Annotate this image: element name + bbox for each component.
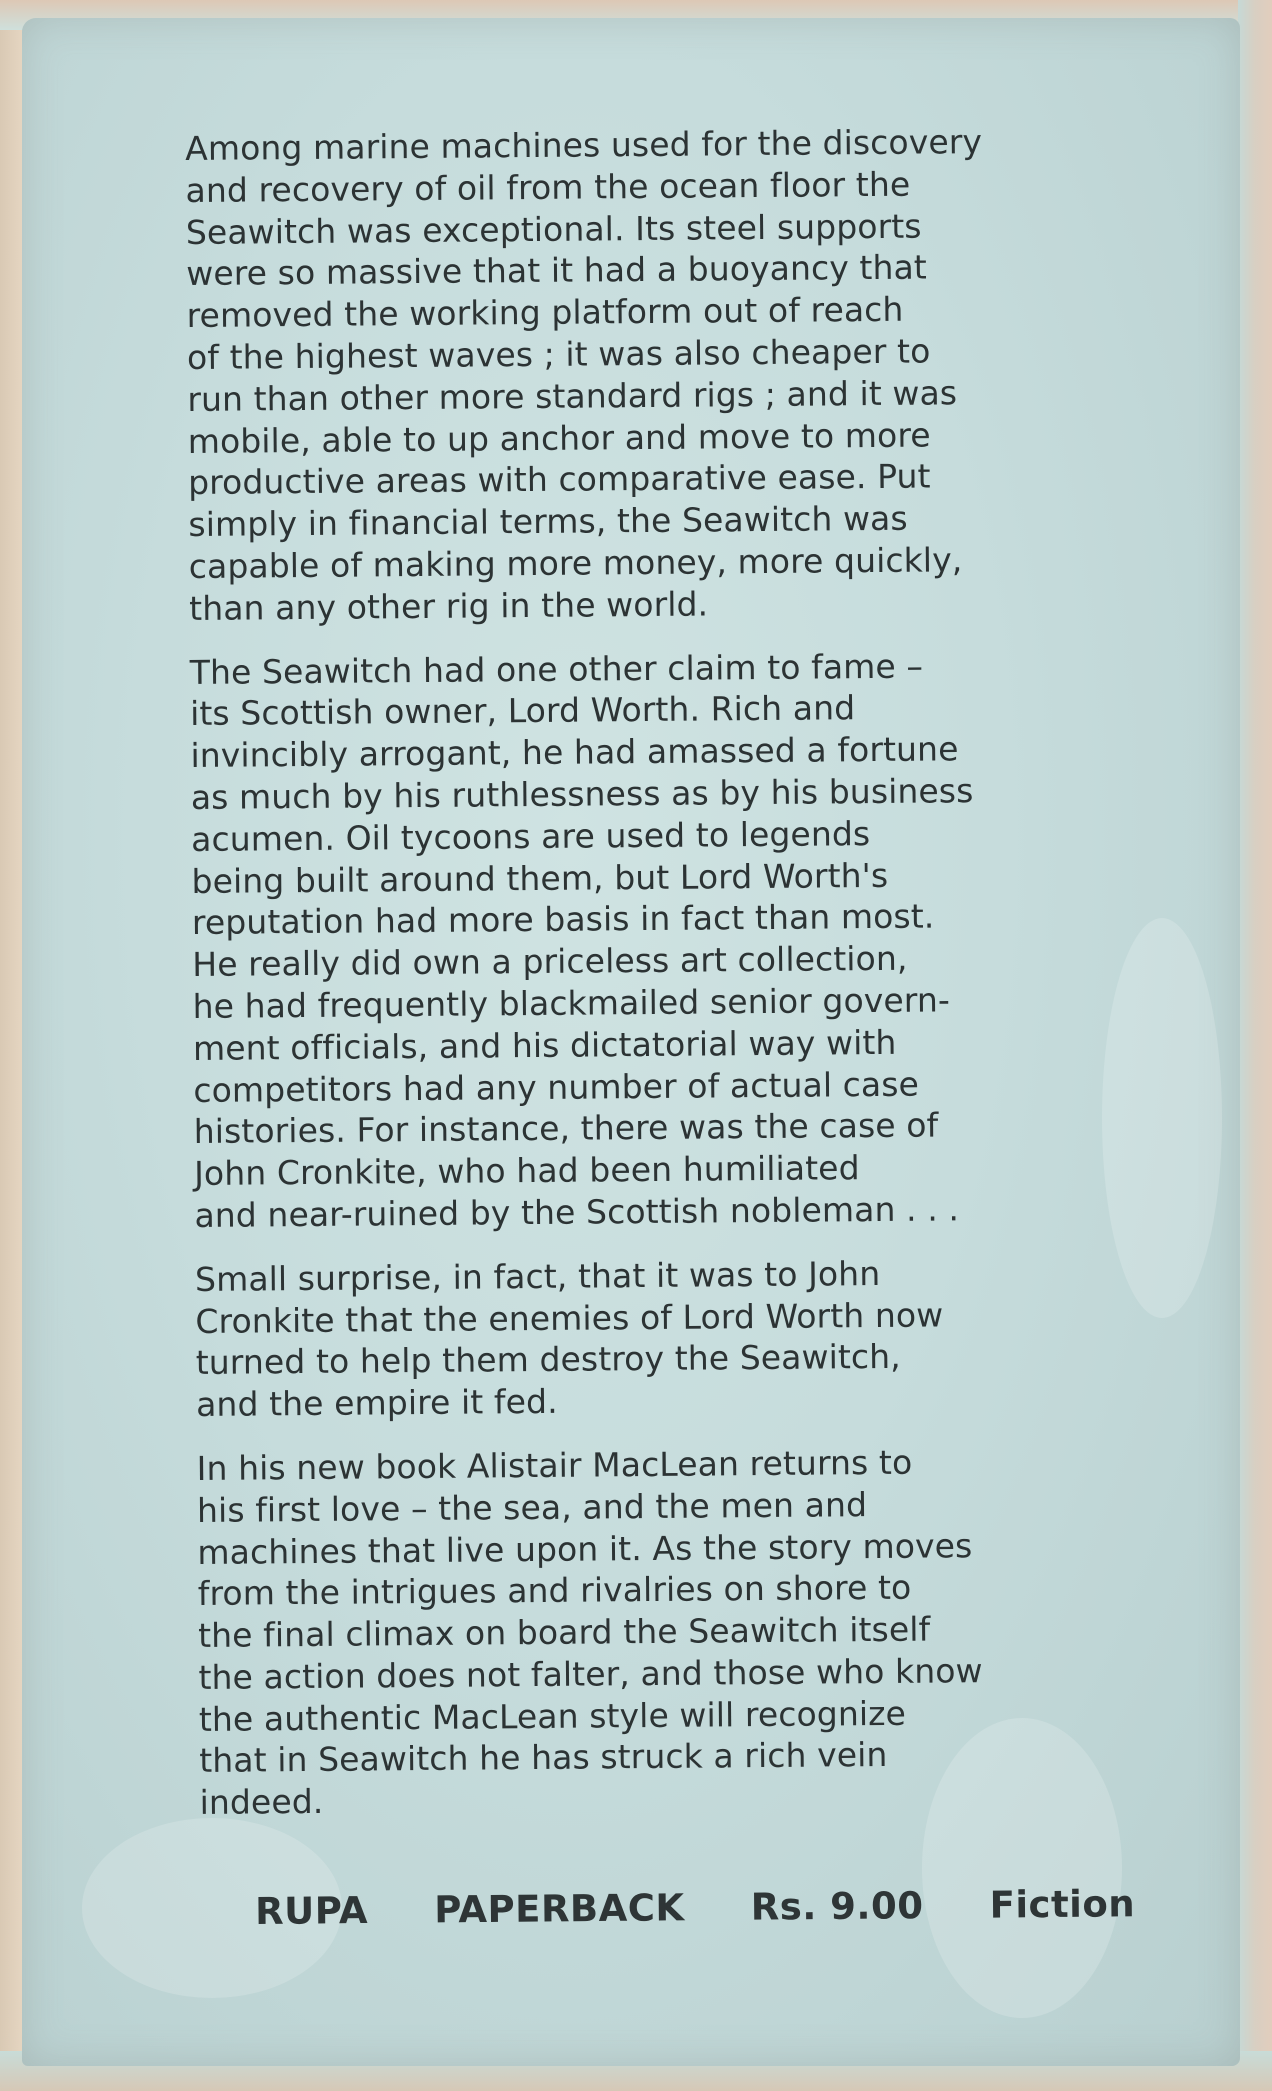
- cover-footer: [255, 1882, 1135, 1933]
- price-label: Rs. 9.00: [750, 1884, 924, 1929]
- blurb-paragraph-2: [190, 644, 1095, 1237]
- blurb-paragraph-4-text: In his new book Alistair MacLean returns to his first love – the sea, and the men and machines that live upon it. As the story moves from the intrigues and rivalries on shore to the final climax on board the Seawitch itself the action does not falter, and those who know the authentic MacLean style will recognize that in Seawitch he has struck a rich vein indeed.: [196, 1442, 983, 1823]
- blurb-paragraph-3: [195, 1251, 1096, 1426]
- blurb-paragraph-3-text: Small surprise, in fact, that it was to John Cronkite that the enemies of Lord Worth now turned to help them destroy the Seawitch, and the empire it fed.: [194, 1253, 944, 1425]
- genre-label: Fiction: [989, 1882, 1136, 1927]
- cover-scuff: [1102, 918, 1222, 1318]
- blurb-paragraph-4: [197, 1440, 1100, 1824]
- format-label: PAPERBACK: [434, 1886, 685, 1932]
- publisher-name: RUPA: [255, 1889, 369, 1933]
- blurb-paragraph-1: [185, 120, 1089, 629]
- page-edge-right: [1238, 0, 1272, 2091]
- blurb-text: [185, 120, 1100, 1846]
- blurb-paragraph-2-text: The Seawitch had one other claim to fame – its Scottish owner, Lord Worth. Rich and invincibly arrogant, he had amassed a fortune as much by his ruthlessness as by his business acumen. Oil tycoons are used to legends being built around them, but Lord Worth's reputation had more basis in fact than most. He really did own a priceless art collection, he had frequently blackmailed senior govern- ment officials, and his dictatorial way with competitors had any number of actual case histories. For instance, there was the case of John Cronkite, who had been humiliated and near-ruined by the Scottish nobleman . . .: [189, 646, 974, 1235]
- blurb-paragraph-1-text: Among marine machines used for the discovery and recovery of oil from the ocean floor the Seawitch was exceptional. Its steel supports were so massive that it had a buoyancy that removed the working platform out of reach of the highest waves ; it was also cheaper to run than other more standard rigs ; and it was mobile, able to up anchor and move to more productive areas with comparative ease. Put simply in financial terms, the Seawitch was capable of making more money, more quickly, than any other rig in the world.: [185, 122, 983, 628]
